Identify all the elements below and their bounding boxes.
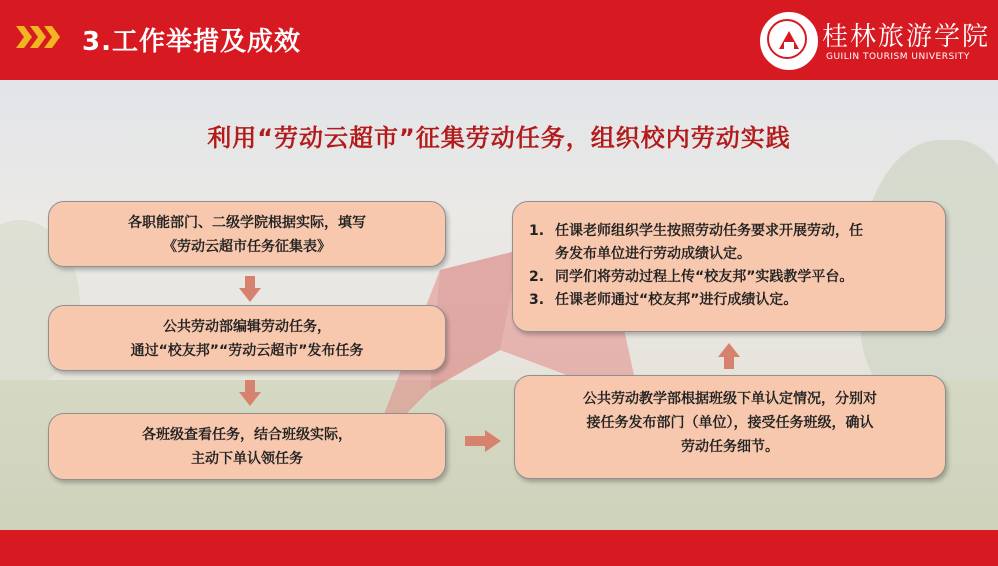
header-bar (0, 0, 998, 80)
main-heading: 利用“劳动云超市”征集劳动任务，组织校内劳动实践 (207, 124, 791, 152)
chevron-right-icon (44, 26, 60, 48)
footer-bar (0, 530, 998, 566)
list-text: 任课老师组织学生按照劳动任务要求开展劳动，任 (555, 223, 863, 239)
university-logo-subtitle: GUILIN TOURISM UNIVERSITY (826, 52, 970, 62)
step-line: 接任务发布部门（单位），接受任务班级，确认 (586, 415, 874, 431)
list-text: 任课老师通过“校友邦”进行成绩认定。 (555, 292, 798, 308)
step-line: 《劳动云超市任务征集表》 (163, 239, 331, 255)
list-item (529, 220, 933, 266)
step-line: 劳动任务细节。 (681, 439, 779, 455)
list-number: 1. (529, 223, 545, 239)
step-line: 通过“校友邦”“劳动云超市”发布任务 (130, 343, 364, 359)
step-box-confirm (514, 375, 946, 479)
step-box-claim (48, 413, 446, 480)
down-arrow-icon (239, 276, 261, 302)
right-arrow-icon (465, 430, 501, 452)
list-text: 同学们将劳动过程上传“校友邦”实践教学平台。 (555, 269, 854, 285)
list-text: 务发布单位进行劳动成绩认定。 (555, 246, 751, 262)
university-logo-name: 桂林旅游学院 (822, 22, 991, 52)
university-seal-icon (760, 12, 818, 70)
list-item (529, 289, 933, 312)
step-line: 主动下单认领任务 (191, 451, 303, 467)
step-line: 公共劳动部编辑劳动任务， (163, 319, 331, 335)
step-box-assessment (512, 201, 946, 332)
up-arrow-icon (718, 343, 740, 369)
list-item (529, 266, 933, 289)
page-title: 3.工作举措及成效 (82, 27, 301, 57)
step-line: 公共劳动教学部根据班级下单认定情况，分别对 (583, 391, 877, 407)
list-number: 3. (529, 292, 545, 308)
step-line: 各班级查看任务，结合班级实际， (142, 427, 352, 443)
step-box-publish (48, 305, 446, 371)
list-number: 2. (529, 269, 545, 285)
step-box-collect (48, 201, 446, 267)
step-line: 各职能部门、二级学院根据实际，填写 (128, 215, 366, 231)
down-arrow-icon (239, 380, 261, 406)
